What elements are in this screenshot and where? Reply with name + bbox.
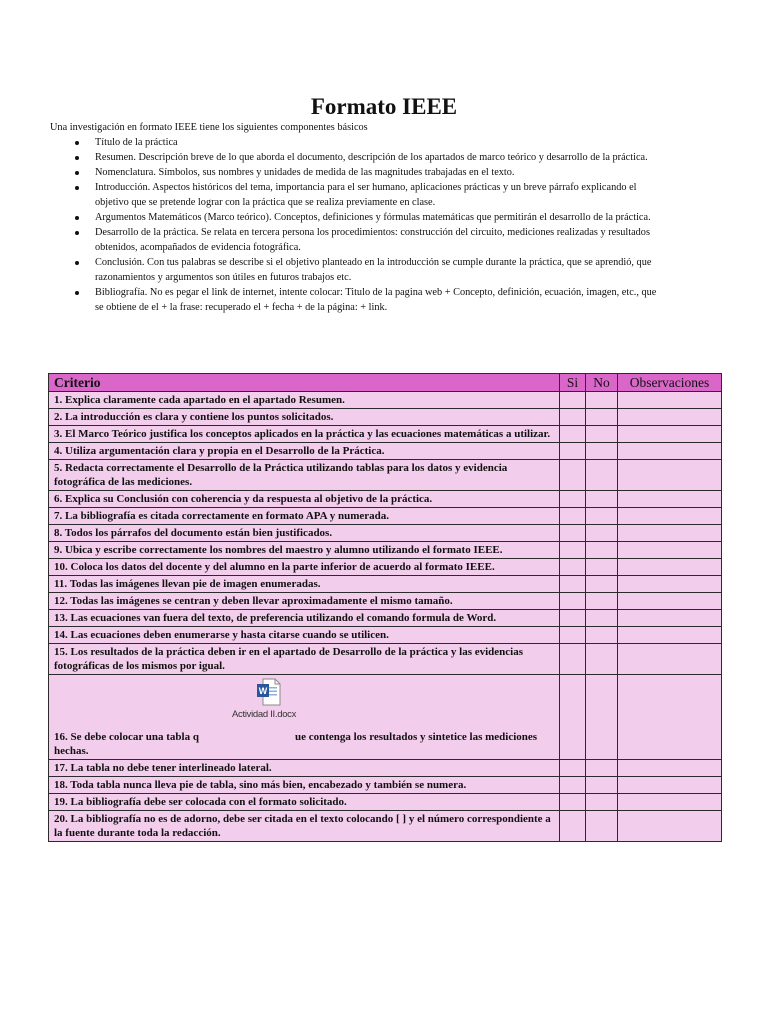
si-cell[interactable] bbox=[560, 443, 586, 460]
no-cell[interactable] bbox=[586, 576, 618, 593]
criterion-cell: 9. Ubica y escribe correctamente los nombres del maestro y alumno utilizando el formato IEEE. bbox=[49, 542, 560, 559]
header-observaciones: Observaciones bbox=[618, 374, 722, 392]
criterion-cell: 7. La bibliografía es citada correctamente en formato APA y numerada. bbox=[49, 508, 560, 525]
list-item: Introducción. Aspectos históricos del tema, importancia para el ser humano, aplicaciones prácticas y un breve párrafo explicando el objetivo que se pretende lograr con la práctica que se realiza previamente en clase. bbox=[95, 180, 665, 210]
no-cell[interactable] bbox=[586, 559, 618, 576]
si-cell[interactable] bbox=[560, 794, 586, 811]
list-item: Conclusión. Con tus palabras se describe si el objetivo planteado en la introducción se cumple durante la práctica, que se aprendió, que razonamientos y argumentos son útiles en futuros trabajos etc. bbox=[95, 255, 665, 285]
si-cell[interactable] bbox=[560, 610, 586, 627]
si-cell[interactable] bbox=[560, 426, 586, 443]
criterion-cell: 18. Toda tabla nunca lleva pie de tabla, sino más bien, encabezado y también se numera. bbox=[49, 777, 560, 794]
observaciones-cell[interactable] bbox=[618, 460, 722, 491]
observaciones-cell[interactable] bbox=[618, 542, 722, 559]
si-cell[interactable] bbox=[560, 491, 586, 508]
si-cell[interactable] bbox=[560, 627, 586, 644]
no-cell[interactable] bbox=[586, 443, 618, 460]
observaciones-cell[interactable] bbox=[618, 409, 722, 426]
intro-text: Una investigación en formato IEEE tiene los siguientes componentes básicos bbox=[50, 122, 368, 133]
no-cell[interactable] bbox=[586, 508, 618, 525]
observaciones-cell[interactable] bbox=[618, 675, 722, 760]
observaciones-cell[interactable] bbox=[618, 491, 722, 508]
header-no: No bbox=[586, 374, 618, 392]
si-cell[interactable] bbox=[560, 576, 586, 593]
criterion-text-start: 16. Se debe colocar una tabla q bbox=[54, 731, 199, 743]
criterion-cell: 15. Los resultados de la práctica deben ir en el apartado de Desarrollo de la práctica y las evidencias fotográficas de los mismos por igual. bbox=[49, 644, 560, 675]
criterion-text-end: ue contenga los resultados y sintetice las mediciones hechas. bbox=[54, 731, 538, 757]
table-row bbox=[49, 542, 722, 559]
si-cell[interactable] bbox=[560, 409, 586, 426]
no-cell[interactable] bbox=[586, 811, 618, 842]
embedded-attachment[interactable] bbox=[54, 676, 554, 730]
header-si: Si bbox=[560, 374, 586, 392]
observaciones-cell[interactable] bbox=[618, 426, 722, 443]
no-cell[interactable] bbox=[586, 627, 618, 644]
no-cell[interactable] bbox=[586, 794, 618, 811]
si-cell[interactable] bbox=[560, 644, 586, 675]
observaciones-cell[interactable] bbox=[618, 777, 722, 794]
no-cell[interactable] bbox=[586, 409, 618, 426]
list-item: Nomenclatura. Símbolos, sus nombres y unidades de medida de las magnitudes trabajadas en el texto. bbox=[95, 165, 665, 180]
table-row bbox=[49, 610, 722, 627]
table-row bbox=[49, 777, 722, 794]
observaciones-cell[interactable] bbox=[618, 559, 722, 576]
si-cell[interactable] bbox=[560, 760, 586, 777]
si-cell[interactable] bbox=[560, 593, 586, 610]
list-item: Resumen. Descripción breve de lo que aborda el documento, descripción de los apartados de marco teórico y desarrollo de la práctica. bbox=[95, 150, 665, 165]
si-cell[interactable] bbox=[560, 460, 586, 491]
svg-text:W: W bbox=[258, 686, 268, 696]
no-cell[interactable] bbox=[586, 460, 618, 491]
observaciones-cell[interactable] bbox=[618, 593, 722, 610]
no-cell[interactable] bbox=[586, 777, 618, 794]
observaciones-cell[interactable] bbox=[618, 508, 722, 525]
table-row bbox=[49, 576, 722, 593]
word-document-icon[interactable] bbox=[257, 678, 281, 706]
observaciones-cell[interactable] bbox=[618, 760, 722, 777]
attachment-filename[interactable]: Actividad II.docx bbox=[232, 709, 297, 720]
si-cell[interactable] bbox=[560, 542, 586, 559]
criterion-cell: 17. La tabla no debe tener interlineado lateral. bbox=[49, 760, 560, 777]
si-cell[interactable] bbox=[560, 392, 586, 409]
table-row bbox=[49, 460, 722, 491]
table-row bbox=[49, 627, 722, 644]
header-criterio: Criterio bbox=[49, 374, 560, 392]
criterion-cell bbox=[49, 675, 560, 760]
no-cell[interactable] bbox=[586, 610, 618, 627]
table-row bbox=[49, 760, 722, 777]
table-row-with-attachment bbox=[49, 675, 722, 760]
no-cell[interactable] bbox=[586, 760, 618, 777]
no-cell[interactable] bbox=[586, 392, 618, 409]
no-cell[interactable] bbox=[586, 491, 618, 508]
si-cell[interactable] bbox=[560, 675, 586, 760]
table-row bbox=[49, 508, 722, 525]
table-row bbox=[49, 443, 722, 460]
rubric-table bbox=[48, 373, 722, 842]
criterion-cell: 13. Las ecuaciones van fuera del texto, de preferencia utilizando el comando formula de Word. bbox=[49, 610, 560, 627]
document-title: Formato IEEE bbox=[310, 94, 458, 119]
table-row bbox=[49, 392, 722, 409]
criterion-cell: 6. Explica su Conclusión con coherencia y da respuesta al objetivo de la práctica. bbox=[49, 491, 560, 508]
criterion-cell: 10. Coloca los datos del docente y del alumno en la parte inferior de acuerdo al formato IEEE. bbox=[49, 559, 560, 576]
observaciones-cell[interactable] bbox=[618, 392, 722, 409]
table-row bbox=[49, 593, 722, 610]
components-list bbox=[95, 135, 665, 315]
observaciones-cell[interactable] bbox=[618, 443, 722, 460]
observaciones-cell[interactable] bbox=[618, 576, 722, 593]
no-cell[interactable] bbox=[586, 644, 618, 675]
observaciones-cell[interactable] bbox=[618, 794, 722, 811]
table-row bbox=[49, 559, 722, 576]
si-cell[interactable] bbox=[560, 777, 586, 794]
si-cell[interactable] bbox=[560, 559, 586, 576]
criterion-cell: 5. Redacta correctamente el Desarrollo de la Práctica utilizando tablas para los datos y evidencia fotográfica de las mediciones. bbox=[49, 460, 560, 491]
table-row bbox=[49, 426, 722, 443]
criterion-cell: 14. Las ecuaciones deben enumerarse y hasta citarse cuando se utilicen. bbox=[49, 627, 560, 644]
table-row bbox=[49, 644, 722, 675]
criterion-cell: 1. Explica claramente cada apartado en el apartado Resumen. bbox=[49, 392, 560, 409]
si-cell[interactable] bbox=[560, 811, 586, 842]
observaciones-cell[interactable] bbox=[618, 811, 722, 842]
criterion-cell: 4. Utiliza argumentación clara y propia en el Desarrollo de la Práctica. bbox=[49, 443, 560, 460]
criterion-cell: 11. Todas las imágenes llevan pie de imagen enumeradas. bbox=[49, 576, 560, 593]
table-row bbox=[49, 811, 722, 842]
criterion-cell: 2. La introducción es clara y contiene los puntos solicitados. bbox=[49, 409, 560, 426]
list-item: Argumentos Matemáticos (Marco teórico). Conceptos, definiciones y fórmulas matemáticas que permitirán el desarrollo de la práctica. bbox=[95, 210, 665, 225]
observaciones-cell[interactable] bbox=[618, 644, 722, 675]
table-row bbox=[49, 409, 722, 426]
si-cell[interactable] bbox=[560, 525, 586, 542]
no-cell[interactable] bbox=[586, 542, 618, 559]
no-cell[interactable] bbox=[586, 675, 618, 760]
criterion-cell: 8. Todos los párrafos del documento están bien justificados. bbox=[49, 525, 560, 542]
table-row bbox=[49, 491, 722, 508]
table-row bbox=[49, 794, 722, 811]
criterion-cell: 3. El Marco Teórico justifica los conceptos aplicados en la práctica y las ecuaciones matemáticas a utilizar. bbox=[49, 426, 560, 443]
list-item: Título de la práctica bbox=[95, 135, 665, 150]
table-row bbox=[49, 525, 722, 542]
criterion-cell: 12. Todas las imágenes se centran y deben llevar aproximadamente el mismo tamaño. bbox=[49, 593, 560, 610]
criterion-cell: 19. La bibliografía debe ser colocada con el formato solicitado. bbox=[49, 794, 560, 811]
si-cell[interactable] bbox=[560, 508, 586, 525]
observaciones-cell[interactable] bbox=[618, 610, 722, 627]
no-cell[interactable] bbox=[586, 426, 618, 443]
table-header-row bbox=[49, 374, 722, 392]
observaciones-cell[interactable] bbox=[618, 627, 722, 644]
criterion-cell: 20. La bibliografía no es de adorno, debe ser citada en el texto colocando [ ] y el número correspondiente a la fuente durante toda la redacción. bbox=[49, 811, 560, 842]
list-item: Bibliografía. No es pegar el link de internet, intente colocar: Titulo de la pagina web + Concepto, definición, ecuación, imagen, etc., que se obtiene de el + la frase: recuperado el + fecha + de la página: + link. bbox=[95, 285, 665, 315]
observaciones-cell[interactable] bbox=[618, 525, 722, 542]
no-cell[interactable] bbox=[586, 593, 618, 610]
no-cell[interactable] bbox=[586, 525, 618, 542]
list-item: Desarrollo de la práctica. Se relata en tercera persona los procedimientos: construcción del circuito, mediciones realizadas y resultados obtenidos, acompañados de evidencia fotográfica. bbox=[95, 225, 665, 255]
